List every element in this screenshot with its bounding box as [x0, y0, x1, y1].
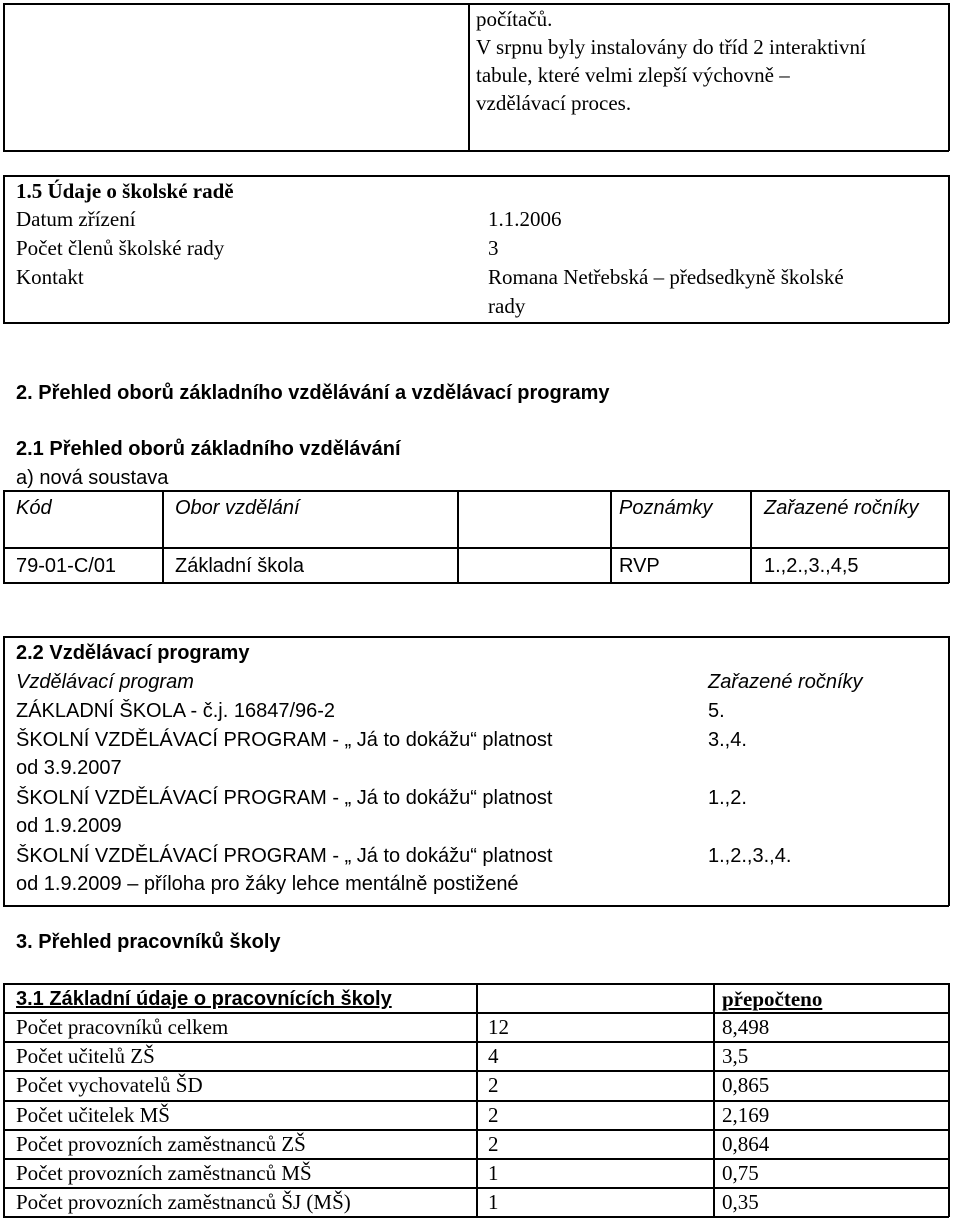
top-cell-line-1: počítačů. [476, 7, 553, 31]
board-members-value: 3 [488, 236, 499, 260]
staff-row-label: Počet provozních zaměstnanců ŠJ (MŠ) [16, 1190, 351, 1215]
programs-title: 2.2 Vzdělávací programy [16, 642, 250, 664]
col-header-code: Kód [16, 497, 52, 519]
program-row-2-cont: od 3.9.2007 [16, 757, 122, 779]
program-row-3-cont: od 1.9.2009 [16, 815, 122, 837]
program-row-2-years: 3.,4. [708, 729, 747, 751]
board-contact-label: Kontakt [16, 265, 84, 289]
staff-row-label: Počet učitelek MŠ [16, 1102, 170, 1127]
staff-row-count: 4 [488, 1044, 499, 1069]
top-cell-line-3: tabule, které velmi zlepší výchovně – [476, 63, 790, 87]
col-header-years: Zařazené ročníky [764, 497, 919, 519]
staff-row-fte: 3,5 [722, 1044, 749, 1069]
top-cell-line-4: vzdělávací proces. [476, 91, 632, 115]
staff-row-divider [3, 1070, 949, 1072]
cell-notes: RVP [619, 555, 660, 577]
program-row-3-years: 1.,2. [708, 787, 747, 809]
staff-row-divider [3, 1158, 949, 1160]
program-row-2: ŠKOLNÍ VZDĚLÁVACÍ PROGRAM - „ Já to dokážu“ platnost [16, 729, 553, 751]
program-row-4-cont: od 1.9.2009 – příloha pro žáky lehce mentálně postižené [16, 873, 519, 895]
staff-row-count: 1 [488, 1190, 499, 1215]
staff-header-fte: přepočteno [722, 987, 823, 1011]
staff-row-label: Počet pracovníků celkem [16, 1015, 229, 1039]
staff-row-fte: 0,865 [722, 1073, 770, 1098]
section-3-heading: 3. Přehled pracovníků školy [16, 931, 281, 953]
cell-years: 1.,2.,3.,4,5 [764, 555, 859, 577]
board-contact-value: Romana Netřebská – předsedkyně školské [488, 265, 844, 289]
staff-row-divider [3, 1216, 949, 1218]
cell-code: 79-01-C/01 [16, 555, 117, 577]
col-header-field: Obor vzdělání [175, 497, 300, 519]
programs-header-years: Zařazené ročníky [708, 671, 863, 693]
top-cell-line-2: V srpnu byly instalovány do tříd 2 interaktivní [476, 35, 866, 59]
staff-row-count: 2 [488, 1131, 499, 1156]
staff-row-label: Počet učitelů ZŠ [16, 1044, 155, 1069]
staff-row-divider [3, 1187, 949, 1189]
program-row-4-years: 1.,2.,3.,4. [708, 845, 792, 867]
staff-row-divider [3, 1100, 949, 1102]
section-2-1-heading: 2.1 Přehled oborů základního vzdělávání [16, 438, 401, 460]
program-row-1: ZÁKLADNÍ ŠKOLA - č.j. 16847/96-2 [16, 700, 336, 722]
board-founded-value: 1.1.2006 [488, 207, 562, 231]
program-row-1-years: 5. [708, 700, 725, 722]
section-2-1-label: a) nová soustava [16, 467, 169, 489]
staff-table-title: 3.1 Základní údaje o pracovnících školy [16, 988, 392, 1010]
board-contact-value-cont: rady [488, 294, 526, 318]
staff-row-divider [3, 1129, 949, 1131]
program-row-3: ŠKOLNÍ VZDĚLÁVACÍ PROGRAM - „ Já to dokážu“ platnost [16, 787, 553, 809]
board-members-label: Počet členů školské rady [16, 236, 225, 260]
staff-row-label: Počet provozních zaměstnanců MŠ [16, 1161, 312, 1185]
staff-row-divider [3, 1041, 949, 1043]
staff-row-fte: 0,864 [722, 1131, 770, 1156]
staff-row-fte: 0,35 [722, 1190, 759, 1215]
staff-row-count: 2 [488, 1102, 499, 1127]
cell-field: Základní škola [175, 555, 304, 577]
col-header-notes: Poznámky [619, 497, 713, 519]
staff-row-count: 1 [488, 1161, 499, 1185]
staff-row-count: 2 [488, 1073, 499, 1098]
school-board-title: 1.5 Údaje o školské radě [16, 179, 234, 203]
staff-row-fte: 2,169 [722, 1102, 770, 1127]
programs-header-program: Vzdělávací program [16, 671, 194, 693]
staff-row-fte: 8,498 [722, 1015, 770, 1039]
board-founded-label: Datum zřízení [16, 207, 136, 231]
staff-row-fte: 0,75 [722, 1161, 759, 1185]
staff-row-label: Počet vychovatelů ŠD [16, 1073, 203, 1098]
staff-row-count: 12 [488, 1015, 509, 1039]
program-row-4: ŠKOLNÍ VZDĚLÁVACÍ PROGRAM - „ Já to dokážu“ platnost [16, 845, 553, 867]
staff-row-label: Počet provozních zaměstnanců ZŠ [16, 1131, 306, 1156]
section-2-heading: 2. Přehled oborů základního vzdělávání a vzdělávací programy [16, 382, 610, 404]
